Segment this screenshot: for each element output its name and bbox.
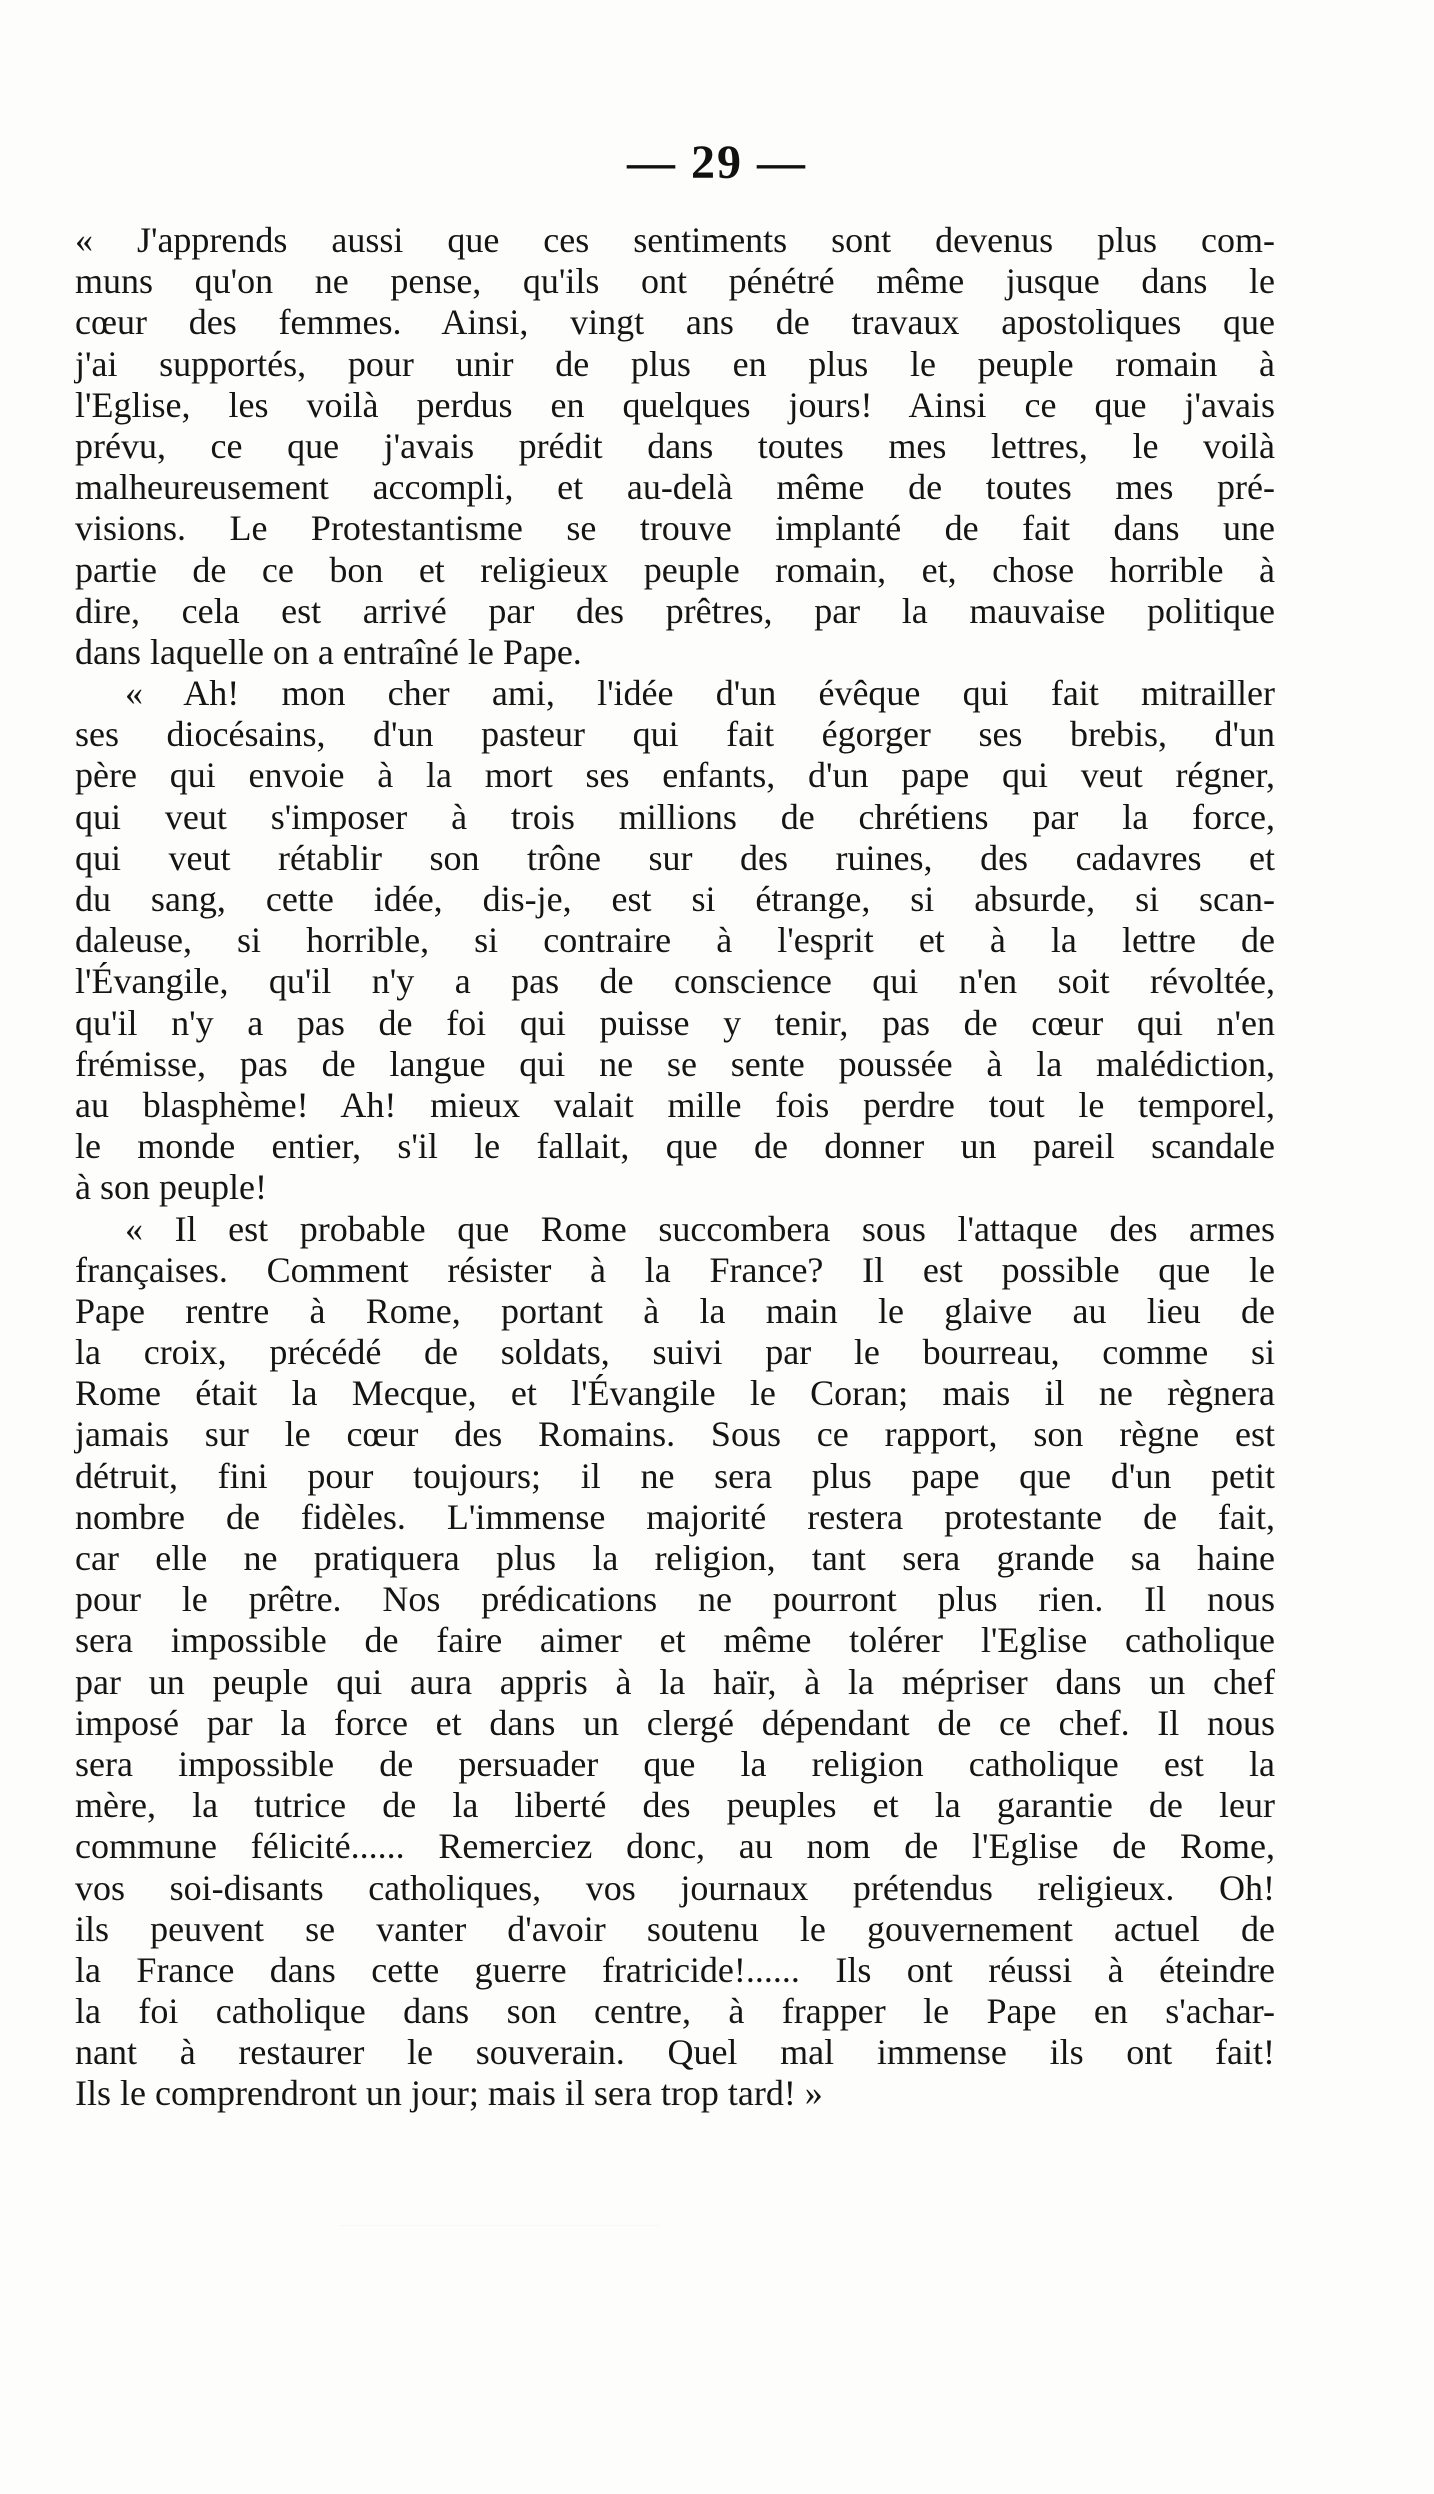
text-line: nant à restaurer le souverain. Quel mal immense ils ont fait!	[75, 2032, 1275, 2073]
paragraph-2	[75, 673, 1275, 1208]
text-line: qu'il n'y a pas de foi qui puisse y tenir, pas de cœur qui n'en	[75, 1002, 1275, 1043]
text-line: partie de ce bon et religieux peuple romain, et, chose horrible à	[75, 549, 1275, 590]
text-line: imposé par la force et dans un clergé dépendant de ce chef. Il nous	[75, 1702, 1275, 1743]
text-line: dire, cela est arrivé par des prêtres, par la mauvaise politique	[75, 590, 1275, 631]
text-line: muns qu'on ne pense, qu'ils ont pénétré même jusque dans le	[75, 261, 1275, 302]
text-line: pour le prêtre. Nos prédications ne pourront plus rien. Il nous	[75, 1579, 1275, 1620]
text-line: « Il est probable que Rome succombera sous l'attaque des armes	[125, 1208, 1275, 1249]
text-line: qui veut rétablir son trône sur des ruines, des cadavres et	[75, 837, 1275, 878]
page-number: — 29 —	[627, 136, 807, 189]
text-line: par un peuple qui aura appris à la haïr, à la mépriser dans un chef	[75, 1661, 1275, 1702]
text-line: Pape rentre à Rome, portant à la main le glaive au lieu de	[75, 1290, 1275, 1331]
bleed-through-trace	[340, 2225, 660, 2266]
text-line: « Ah! mon cher ami, l'idée d'un évêque qui fait mitrailler	[125, 673, 1275, 714]
text-line: la croix, précédé de soldats, suivi par le bourreau, comme si	[75, 1332, 1275, 1373]
text-line: père qui envoie à la mort ses enfants, d'un pape qui veut régner,	[75, 755, 1275, 796]
text-line: nombre de fidèles. L'immense majorité restera protestante de fait,	[75, 1496, 1275, 1537]
text-line: ses diocésains, d'un pasteur qui fait égorger ses brebis, d'un	[75, 714, 1275, 755]
text-line: sera impossible de faire aimer et même tolérer l'Eglise catholique	[75, 1620, 1275, 1661]
text-line: la foi catholique dans son centre, à frapper le Pape en s'achar-	[75, 1991, 1275, 2032]
text-line: « J'apprends aussi que ces sentiments sont devenus plus com-	[75, 220, 1275, 260]
text-line: françaises. Comment résister à la France? Il est possible que le	[75, 1249, 1275, 1290]
text-line: sera impossible de persuader que la religion catholique est la	[75, 1743, 1275, 1784]
text-line: mère, la tutrice de la liberté des peuples et la garantie de leur	[75, 1785, 1275, 1826]
text-line: Rome était la Mecque, et l'Évangile le Coran; mais il ne règnera	[75, 1373, 1275, 1414]
text-line: ils peuvent se vanter d'avoir soutenu le gouvernement actuel de	[75, 1908, 1275, 1949]
text-line: j'ai supportés, pour unir de plus en plus le peuple romain à	[75, 343, 1275, 384]
text-line: détruit, fini pour toujours; il ne sera plus pape que d'un petit	[75, 1455, 1275, 1496]
paragraph-1	[75, 220, 1275, 673]
text-line: jamais sur le cœur des Romains. Sous ce rapport, son règne est	[75, 1414, 1275, 1455]
body-text	[75, 220, 1275, 2115]
text-line: prévu, ce que j'avais prédit dans toutes mes lettres, le voilà	[75, 425, 1275, 466]
text-line: cœur des femmes. Ainsi, vingt ans de travaux apostoliques que	[75, 302, 1275, 343]
text-line: qui veut s'imposer à trois millions de chrétiens par la force,	[75, 796, 1275, 837]
text-line: à son peuple!	[75, 1167, 267, 1208]
text-line: vos soi-disants catholiques, vos journaux prétendus religieux. Oh!	[75, 1867, 1275, 1908]
text-line: le monde entier, s'il le fallait, que de donner un pareil scandale	[75, 1126, 1275, 1167]
text-line: dans laquelle on a entraîné le Pape.	[75, 631, 582, 672]
text-line: visions. Le Protestantisme se trouve implanté de fait dans une	[75, 508, 1275, 549]
text-line: car elle ne pratiquera plus la religion, tant sera grande sa haine	[75, 1538, 1275, 1578]
text-line: commune félicité...... Remerciez donc, au nom de l'Eglise de Rome,	[75, 1826, 1275, 1867]
text-line: malheureusement accompli, et au-delà même de toutes mes pré-	[75, 467, 1275, 508]
text-line: au blasphème! Ah! mieux valait mille fois perdre tout le temporel,	[75, 1084, 1275, 1125]
text-line: la France dans cette guerre fratricide!...... Ils ont réussi à éteindre	[75, 1949, 1275, 1990]
text-line: du sang, cette idée, dis-je, est si étrange, si absurde, si scan-	[75, 879, 1275, 919]
paragraph-3	[75, 1209, 1275, 2115]
text-line: l'Eglise, les voilà perdus en quelques jours! Ainsi ce que j'avais	[75, 384, 1275, 425]
text-line: frémisse, pas de langue qui ne se sente poussée à la malédiction,	[75, 1043, 1275, 1084]
text-line: daleuse, si horrible, si contraire à l'esprit et à la lettre de	[75, 920, 1275, 961]
text-line: l'Évangile, qu'il n'y a pas de conscience qui n'en soit révoltée,	[75, 961, 1275, 1002]
text-line: Ils le comprendront un jour; mais il sera trop tard! »	[75, 2073, 823, 2114]
